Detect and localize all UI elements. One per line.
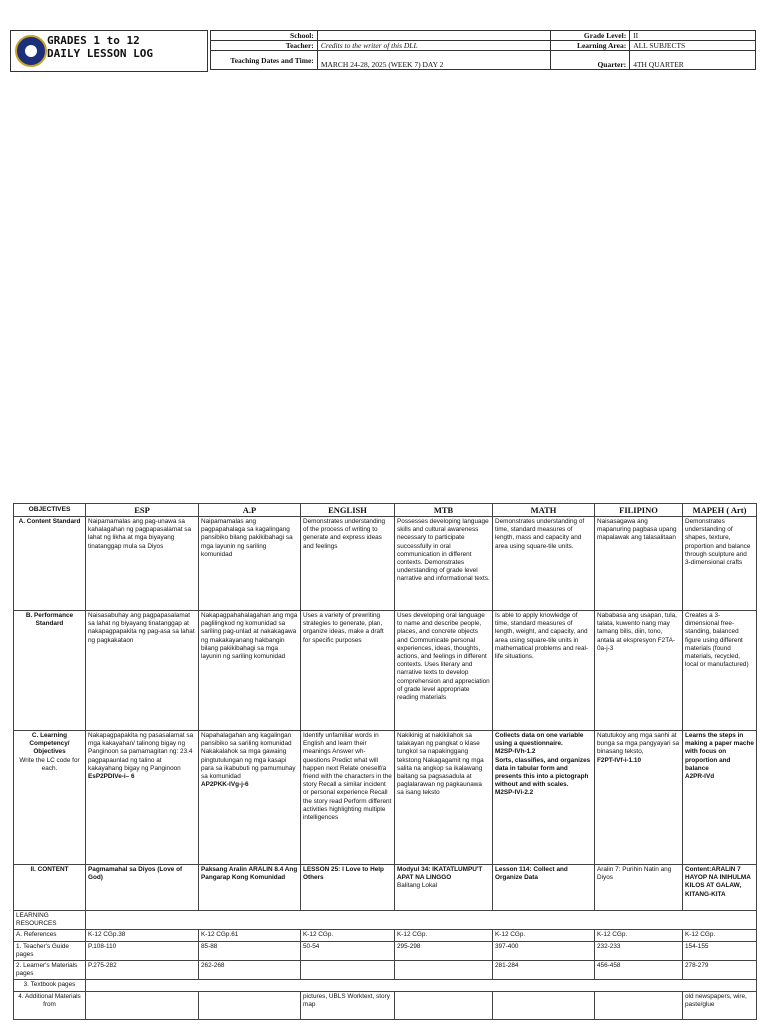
column-header-row: [14, 504, 757, 517]
table-cell: [86, 731, 199, 865]
row-label: 4. Additional Materials from: [14, 991, 86, 1019]
table-cell: [395, 991, 493, 1019]
competency-code: M2SP-IVh-1.2: [495, 748, 536, 756]
table-cell: Possesses developing language skills and cultural awareness necessary to participate successfully in oral communication in different contexts. Demonstrates understanding of grade level narrative and informational texts.: [395, 517, 493, 611]
page-header: [10, 30, 756, 72]
brand-box: [10, 30, 208, 72]
competency-sublabel: Write the LC code for each.: [19, 756, 80, 772]
table-cell: old newspapers, wire, paste/glue: [683, 991, 757, 1019]
learning-area-label: Learning Area:: [551, 41, 630, 51]
learning-resources-row: [14, 911, 757, 930]
quarter-label: Quarter:: [551, 51, 630, 70]
table-cell: P.108-110: [86, 941, 199, 960]
table-cell: K-12 CGp.38: [86, 930, 199, 941]
table-cell: K-12 CGp.61: [199, 930, 301, 941]
column-header-english: ENGLISH: [301, 504, 395, 517]
table-cell: Is able to apply knowledge of time, standard measures of length, weight, and capacity, and area using square-tile units in mathematical problems and real-life situations.: [493, 611, 595, 731]
grade-level-label: Grade Level:: [551, 31, 630, 41]
competency-text: Nakapagpapakita ng pasasalamat sa mga kakayahan/ talinong bigay ng Panginoon sa pamamagitan ng: 23.4 pagpapaunlad ng talino at kakayahang bigay ng Panginoon: [88, 732, 194, 772]
competency-text: Natutukoy ang mga sanhi at bunga sa mga pangyayari sa binasang teksto,: [597, 732, 680, 756]
competency-text: Napahalagahan ang kagalingan pansibiko sa sariling komunidad Nakakalahok sa mga gawaing pingtutulungan ng mga kasapi para sa ikabubuti ng pamumuhay sa komunidad: [201, 732, 296, 781]
table-cell: Nababasa ang usapan, tula, talata, kuwento nang may tamang bilis, diin, tono, antala at ekspresyon F2TA-0a-j-3: [595, 611, 683, 731]
table-cell: Lesson 114: Collect and Organize Data: [493, 865, 595, 911]
content-row: [14, 865, 757, 911]
table-cell: 232-233: [595, 941, 683, 960]
teacher-label: Teacher:: [211, 41, 318, 51]
table-cell: 278-279: [683, 961, 757, 980]
table-cell: Demonstrates understanding of time, standard measures of length, mass and capacity and area using square-tile units.: [493, 517, 595, 611]
row-label: 3. Textbook pages: [14, 980, 86, 991]
brand-line-1: GRADES 1 to 12: [47, 34, 140, 47]
competency-code: EsP2PDIVe-i– 6: [88, 773, 135, 781]
table-cell: Uses developing oral language to name and describe people, places, and concrete objects and Communicate personal experiences, ideas, thoughts, actions, and feelings in different contexts. Uses literary and narrative texts to develop comprehension and appreciation of grade level appropriate reading materials: [395, 611, 493, 731]
table-cell: Nakapagpahahalagahan ang mga paglilingkod ng komunidad sa sariling pag-unlad at nakakagawa ng makakayanang hakbangin bilang pakikibahagi sa mga layunin ng sariling komunidad: [199, 611, 301, 731]
table-cell: Nakikinig at nakikilahok sa talakayan ng pangkat o klase tungkol sa napakinggang tekstong Nakagagamit ng mga salita na angkop sa ikalawang baitang sa pagsasadula at paglalarawan ng pagkaunawa sa isang teksto: [395, 731, 493, 865]
row-label: 2. Learner's Materials pages: [14, 961, 86, 980]
table-cell: Naipamamalas ang pagpapahalaga sa kagalingang pansibiko bilang pakikibahagi sa mga layunin ng sariling komunidad: [199, 517, 301, 611]
table-cell: K-12 CGp.: [493, 930, 595, 941]
table-cell: 456-458: [595, 961, 683, 980]
competency-code: AP2PKK-IVg-j-6: [201, 781, 249, 789]
quarter-value: 4TH QUARTER: [630, 51, 756, 70]
content-standard-row: [14, 517, 757, 611]
table-cell: Creates a 3-dimensional free-standing, balanced figure using different materials (found materials, recycled, local or manufactured): [683, 611, 757, 731]
column-header-math: MATH: [493, 504, 595, 517]
table-cell: Content:ARALIN 7 HAYOP NA INIHULMA KILOS AT GALAW, KITANG-KITA: [683, 865, 757, 911]
column-header-mapeh: MAPEH ( Art): [683, 504, 757, 517]
table-cell: 281-284: [493, 961, 595, 980]
content-subtitle: Balitang Lokal: [397, 882, 438, 890]
table-cell: Naipamamalas ang pag-unawa sa kahalagahan ng pagpapasalamat sa lahat ng likha at mga biyayang tinatanggap mula sa Diyos: [86, 517, 199, 611]
table-cell: Demonstrates understanding of shapes, texture, proportion and balance through sculpture and 3-dimensional crafts: [683, 517, 757, 611]
table-cell: pictures, UBLS Worktext, story map: [301, 991, 395, 1019]
brand-line-2: DAILY LESSON LOG: [47, 47, 153, 60]
table-cell: Paksang Aralin ARALIN 8.4 Ang Pangarap Kong Komunidad: [199, 865, 301, 911]
row-label: A. References: [14, 930, 86, 941]
column-header-mtb: MTB: [395, 504, 493, 517]
deped-seal-icon: [15, 35, 47, 67]
learners-materials-row: [14, 961, 757, 980]
references-row: [14, 930, 757, 941]
competency-text: Collects data on one variable using a questionnaire.: [495, 732, 584, 748]
row-label: 1. Teacher's Guide pages: [14, 941, 86, 960]
competency-label: C. Learning Competency/ Objectives: [29, 732, 70, 756]
table-cell: Uses a variety of prewriting strategies to generate, plan, organize ideas, make a draft for specific purposes: [301, 611, 395, 731]
row-label: [14, 731, 86, 865]
additional-materials-row: [14, 991, 757, 1019]
table-cell: [683, 731, 757, 865]
column-header-esp: ESP: [86, 504, 199, 517]
table-cell: Demonstrates understanding of the process of writing to generate and express ideas and feelings: [301, 517, 395, 611]
brand-title: [47, 34, 153, 60]
table-cell: [595, 991, 683, 1019]
table-cell: [199, 731, 301, 865]
table-cell: Naisasagawa ang mapanuring pagbasa upang mapalawak ang talasalitaan: [595, 517, 683, 611]
lesson-log-table: [13, 503, 757, 1020]
table-cell: K-12 CGp.: [395, 930, 493, 941]
competency-code: A2PR-IVd: [685, 773, 715, 781]
column-header-ap: A.P: [199, 504, 301, 517]
table-cell: 154-155: [683, 941, 757, 960]
learning-area-value: ALL SUBJECTS: [630, 41, 756, 51]
column-header-filipino: FILIPINO: [595, 504, 683, 517]
content-title: Modyul 34: IKATATLUMPU'T APAT NA LINGGO: [397, 866, 483, 882]
table-cell: [301, 961, 395, 980]
table-cell: 262-268: [199, 961, 301, 980]
table-cell: P.275-282: [86, 961, 199, 980]
teaching-dates-value: MARCH 24-28, 2025 (WEEK 7) DAY 2: [317, 51, 550, 70]
teaching-dates-label: Teaching Dates and Time:: [211, 51, 318, 70]
performance-standard-row: [14, 611, 757, 731]
table-cell: K-12 CGp.: [683, 930, 757, 941]
table-cell: [86, 980, 757, 991]
teacher-value: Credits to the writer of this DLL: [317, 41, 550, 51]
table-cell: [493, 731, 595, 865]
table-cell: Identify unfamiliar words in English and learn their meanings Answer wh-questions Predict what will happen next Relate oneself/a friend with the characters in the story Recall a similar incident or personal experience Recall the story read Perform different activities highlighting multiple intelligences: [301, 731, 395, 865]
learning-competency-row: [14, 731, 757, 865]
row-label: A. Content Standard: [14, 517, 86, 611]
objectives-header: OBJECTIVES: [14, 504, 86, 517]
competency-code: M2SP-IVi-2.2: [495, 789, 534, 797]
table-cell: [595, 731, 683, 865]
header-info-table: [210, 30, 756, 70]
teachers-guide-row: [14, 941, 757, 960]
table-cell: Pagmamahal sa Diyos (Love of God): [86, 865, 199, 911]
row-label: B. Performance Standard: [14, 611, 86, 731]
grade-level-value: II: [630, 31, 756, 41]
table-cell: 85-88: [199, 941, 301, 960]
textbook-pages-row: [14, 980, 757, 991]
table-cell: Aralin 7: Purihin Natin ang Diyos: [595, 865, 683, 911]
table-cell: [395, 961, 493, 980]
table-cell: 397-400: [493, 941, 595, 960]
table-cell: [395, 865, 493, 911]
table-cell: [199, 991, 301, 1019]
table-cell: K-12 CGp.: [301, 930, 395, 941]
competency-text: Sorts, classifies, and organizes data in tabular form and presents this into a pictograph without and with scales.: [495, 756, 591, 789]
table-cell: [86, 911, 757, 930]
competency-text: Learns the steps in making a paper mache with focus on proportion and balance: [685, 732, 754, 772]
table-cell: K-12 CGp.: [595, 930, 683, 941]
competency-code: F2PT-IVf-i-1.10: [597, 756, 642, 764]
row-label: II. CONTENT: [14, 865, 86, 911]
table-cell: Naisasabuhay ang pagpapasalamat sa lahat ng biyayang tinatanggap at nakapagpapakita ng pag-asa sa lahat ng pagkakataon: [86, 611, 199, 731]
table-cell: [493, 991, 595, 1019]
table-cell: [86, 991, 199, 1019]
table-cell: 295-298: [395, 941, 493, 960]
row-label: LEARNING RESOURCES: [14, 911, 86, 930]
table-cell: 50-54: [301, 941, 395, 960]
school-label: School:: [211, 31, 318, 41]
school-value: [317, 31, 550, 41]
table-cell: LESSON 25: I Love to Help Others: [301, 865, 395, 911]
